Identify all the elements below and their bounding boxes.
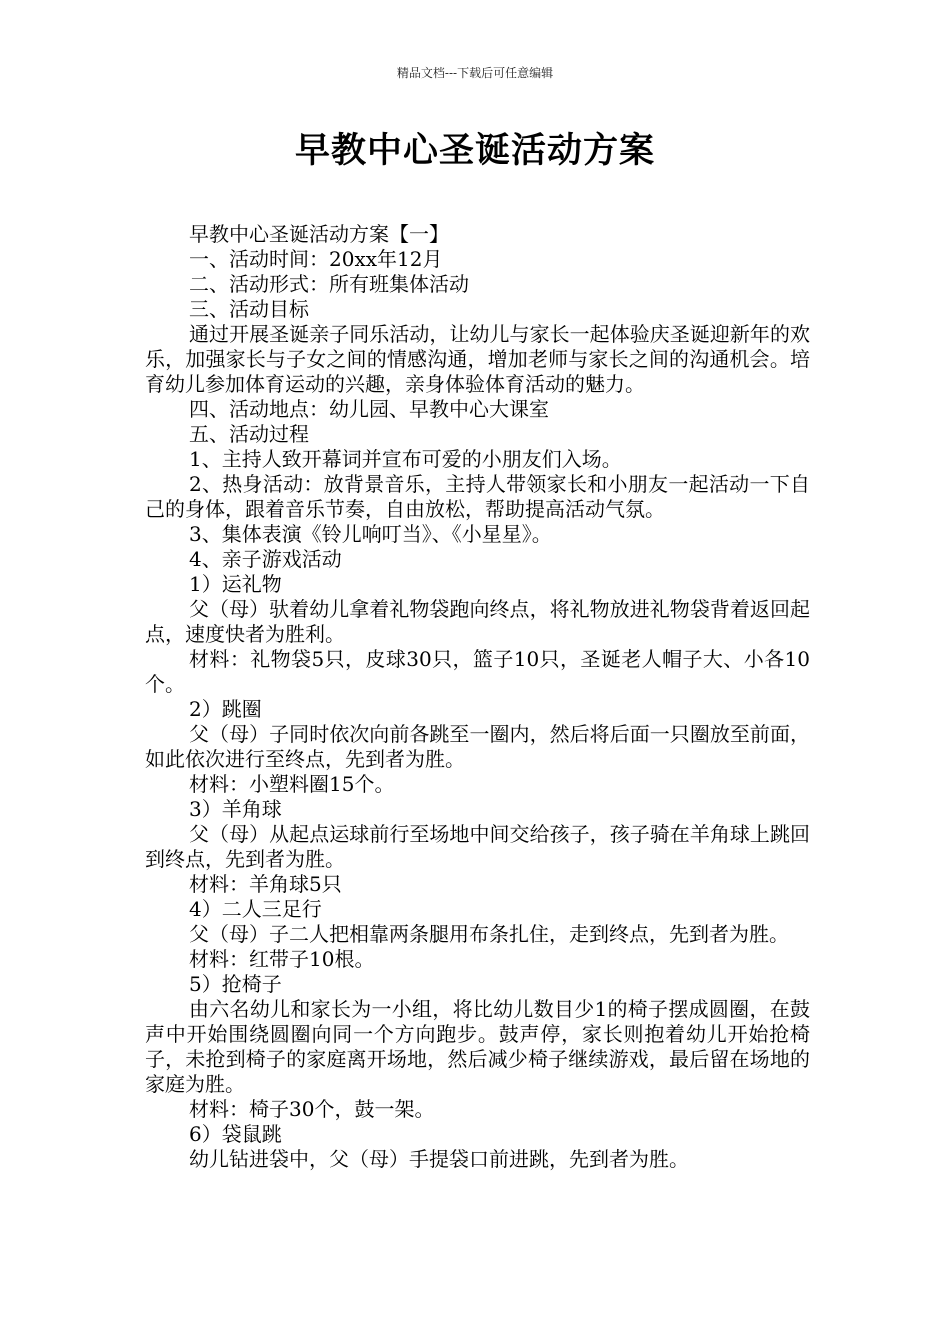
activity-location: 四、活动地点：幼儿园、早教中心大课室 — [189, 397, 549, 421]
page-header-note: 精品文档---下载后可任意编辑 — [396, 66, 554, 80]
section-heading: 早教中心圣诞活动方案【一】 — [189, 222, 449, 246]
process-step-4: 4、亲子游戏活动 — [189, 547, 342, 571]
game-4-title: 4）二人三足行 — [189, 897, 322, 921]
game-2-rule: 父（母）子同时依次向前各跳至一圈内，然后将后面一只圈放至前面，如此依次进行至终点，先到者为胜。 — [145, 722, 810, 771]
game-4-materials: 材料：红带子10根。 — [189, 947, 375, 971]
activity-time: 一、活动时间：20xx年12月 — [189, 247, 443, 271]
activity-goal-text: 通过开展圣诞亲子同乐活动，让幼儿与家长一起体验庆圣诞迎新年的欢乐，加强家长与子女之间的情感沟通，增加老师与家长之间的沟通机会。培育幼儿参加体育运动的兴趣，亲身体验体育活动的魅力。 — [145, 322, 810, 396]
game-4-rule: 父（母）子二人把相靠两条腿用布条扎住，走到终点，先到者为胜。 — [189, 922, 789, 946]
document-title: 早教中心圣诞活动方案 — [294, 130, 655, 171]
game-6-rule: 幼儿钻进袋中，父（母）手提袋口前进跳，先到者为胜。 — [189, 1147, 689, 1171]
process-step-1: 1、主持人致开幕词并宣布可爱的小朋友们入场。 — [189, 447, 622, 471]
game-1-title: 1）运礼物 — [189, 572, 282, 596]
game-2-title: 2）跳圈 — [189, 697, 262, 721]
game-3-materials: 材料：羊角球5只 — [189, 872, 342, 896]
game-6-title: 6）袋鼠跳 — [189, 1122, 282, 1146]
process-step-2: 2、热身活动：放背景音乐，主持人带领家长和小朋友一起活动一下自己的身体，跟着音乐节奏，自由放松，帮助提高活动气氛。 — [145, 472, 810, 521]
game-1-rule: 父（母）驮着幼儿拿着礼物袋跑向终点，将礼物放进礼物袋背着返回起点，速度快者为胜利。 — [145, 597, 810, 646]
game-5-title: 5）抢椅子 — [189, 972, 282, 996]
game-2-materials: 材料：小塑料圈15个。 — [189, 772, 395, 796]
game-3-rule: 父（母）从起点运球前行至场地中间交给孩子，孩子骑在羊角球上跳回到终点，先到者为胜。 — [145, 822, 810, 871]
activity-goal-heading: 三、活动目标 — [189, 297, 309, 321]
game-3-title: 3）羊角球 — [189, 797, 282, 821]
game-5-rule: 由六名幼儿和家长为一小组，将比幼儿数目少1的椅子摆成圆圈，在鼓声中开始围绕圆圈向同一个方向跑步。鼓声停，家长则抱着幼儿开始抢椅子，未抢到椅子的家庭离开场地，然后减少椅子继续游戏，最后留在场地的家庭为胜。 — [145, 997, 810, 1096]
game-5-materials: 材料：椅子30个，鼓一架。 — [189, 1097, 435, 1121]
process-step-3: 3、集体表演《铃儿响叮当》、《小星星》。 — [189, 522, 552, 546]
activity-process-heading: 五、活动过程 — [189, 422, 309, 446]
activity-form: 二、活动形式：所有班集体活动 — [189, 272, 469, 296]
game-1-materials: 材料：礼物袋5只，皮球30只，篮子10只，圣诞老人帽子大、小各10个。 — [145, 647, 810, 696]
document-body — [145, 222, 810, 1172]
